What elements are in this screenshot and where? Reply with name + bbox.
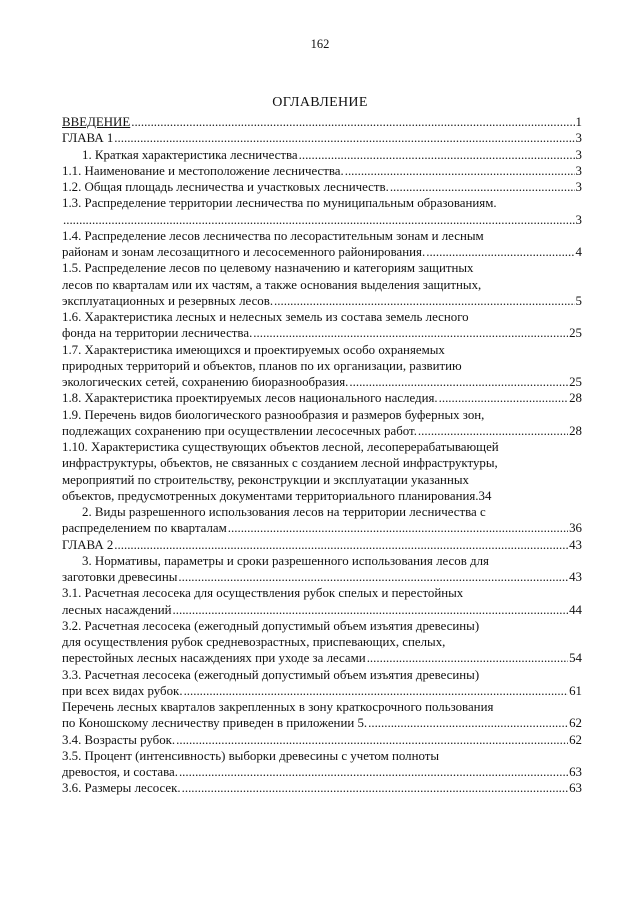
dot-leader — [274, 293, 575, 309]
toc-entry-cutting-quarters-list[interactable] — [62, 699, 582, 732]
toc-page-number: 28 — [569, 423, 582, 438]
toc-title: ОГЛАВЛЕНИЕ — [272, 95, 368, 110]
toc-entry-line: перестойных лесных насаждениях при уходе за лесами — [62, 651, 366, 666]
toc-page-number: 3 — [575, 180, 582, 194]
toc-entry-line: природных территорий и объектов, планов по их организации, развитию — [62, 358, 462, 373]
toc-page-number: 28 — [569, 391, 582, 406]
toc-entry-1-9[interactable] — [62, 407, 582, 440]
dot-leader — [299, 147, 575, 163]
toc-entry-last-line — [62, 423, 582, 439]
toc-entry-text: 3.4. Возрасты рубок. — [62, 732, 176, 747]
dot-leader — [349, 374, 568, 390]
dot-leader — [63, 212, 575, 228]
toc-entry-line: 1.5. Распределение лесов по целевому назначению и категориям защитных — [62, 261, 474, 276]
toc-entry-line: 1.3. Распределение территории лесничества по муниципальным образованиям. — [62, 196, 497, 211]
dot-leader — [418, 423, 568, 439]
toc-entry-text: 1. Краткая характеристика лесничества — [82, 147, 298, 162]
toc-entry-1-2[interactable] — [62, 179, 582, 195]
toc-entry-line: 3.2. Расчетная лесосека (ежегодный допустимый объем изъятия древесины) — [62, 618, 480, 633]
toc-entry-text: ГЛАВА 2 — [62, 537, 114, 552]
toc-entry-chapter-2[interactable] — [62, 537, 582, 553]
toc-entry-line: экологических сетей, сохранению биоразнообразия. — [62, 375, 349, 389]
dot-leader — [426, 244, 574, 260]
toc-page-number: 61 — [569, 683, 582, 698]
toc-entry-text: 1.1. Наименование и местоположение лесничества. — [62, 163, 344, 178]
toc-entry-line: при всех видах рубок. — [62, 683, 183, 698]
toc-page-number: 4 — [575, 245, 582, 259]
toc-page-number: 34 — [478, 488, 492, 503]
toc-page-number: 25 — [569, 326, 582, 341]
dot-leader — [367, 650, 568, 666]
toc-entry-1-7[interactable] — [62, 342, 582, 391]
dot-leader — [228, 520, 568, 536]
toc-entry-line: Перечень лесных кварталов закрепленных в зону краткосрочного пользования — [62, 700, 494, 714]
toc-page-number: 63 — [569, 781, 582, 796]
toc-entry-text: 1.8. Характеристика проектируемых лесов национального наследия. — [62, 391, 438, 406]
toc-entry-chapter-1[interactable] — [62, 130, 582, 146]
dot-leader — [390, 179, 575, 195]
toc-entry-line: районам и зонам лесозащитного и лесосеменного районирования. — [62, 245, 426, 259]
toc-page-number: 54 — [569, 651, 582, 666]
toc-entry-line: заготовки древесины — [62, 570, 178, 584]
toc-page-number: 3 — [575, 163, 582, 178]
toc-entry-text: 1.2. Общая площадь лесничества и участковых лесничеств. — [62, 180, 389, 194]
toc-page-number: 36 — [569, 521, 582, 536]
toc-entry-text: ВВЕДЕНИЕ — [62, 115, 131, 129]
table-of-contents — [62, 114, 582, 797]
dot-leader — [439, 390, 568, 406]
toc-entry-1-3[interactable] — [62, 195, 582, 228]
toc-entry-1[interactable] — [62, 147, 582, 163]
toc-entry-last-line — [62, 602, 582, 618]
toc-entry-3[interactable] — [62, 553, 582, 586]
dot-leader — [114, 537, 568, 553]
page-number: 162 — [310, 37, 330, 51]
dot-leader — [176, 732, 568, 748]
toc-entry-introduction[interactable] — [62, 114, 582, 130]
toc-entry-3-3[interactable] — [62, 667, 582, 700]
toc-entry-line: подлежащих сохранению при осуществлении лесосечных работ. — [62, 423, 417, 438]
toc-entry-last-line — [62, 374, 582, 390]
toc-entry-line: лесных насаждений — [62, 602, 172, 617]
dot-leader — [179, 764, 568, 780]
toc-page-number: 43 — [569, 537, 582, 552]
toc-entry-last-line — [62, 325, 582, 341]
toc-entry-line: древостоя, и состава. — [62, 765, 178, 779]
toc-entry-line: 3.1. Расчетная лесосека для осуществления рубок спелых и перестойных — [62, 586, 464, 601]
toc-entry-3-1[interactable] — [62, 585, 582, 618]
dot-leader — [368, 715, 568, 731]
toc-entry-3-4[interactable] — [62, 732, 582, 748]
toc-entry-line: 1.7. Характеристика имеющихся и проектируемых особо охраняемых — [62, 342, 445, 357]
toc-entry-last-line — [62, 650, 582, 666]
toc-entry-line: мероприятий по строительству, реконструкции и эксплуатации указанных — [62, 472, 469, 487]
toc-entry-1-10[interactable] — [62, 439, 582, 504]
toc-entry-last-line — [62, 683, 582, 699]
toc-entry-line: фонда на территории лесничества. — [62, 326, 253, 341]
toc-page-number: 1 — [575, 115, 582, 129]
toc-entry-line: инфраструктуры, объектов, не связанных с созданием лесной инфраструктуры, — [62, 456, 498, 471]
toc-entry-line: 1.4. Распределение лесов лесничества по лесорастительным зонам и лесным — [62, 228, 484, 243]
toc-page-number: 43 — [569, 570, 582, 584]
toc-entry-line: по Коношскому лесничеству приведен в приложении 5. — [62, 716, 368, 731]
toc-page-number: 62 — [569, 732, 582, 747]
toc-entry-line: распределением по кварталам — [62, 521, 227, 536]
toc-entry-line: 1.10. Характеристика существующих объектов лесной, лесоперерабатывающей — [62, 440, 499, 454]
toc-entry-last-line — [62, 293, 582, 309]
toc-page-number: 3 — [575, 147, 582, 162]
toc-entry-2[interactable] — [62, 504, 582, 537]
dot-leader — [178, 569, 568, 585]
toc-page-number: 62 — [569, 716, 582, 731]
toc-page-number: 63 — [569, 765, 582, 779]
dot-leader — [253, 325, 568, 341]
toc-entry-last-line — [62, 764, 582, 780]
toc-page-number: 25 — [569, 375, 582, 389]
toc-page-number: 44 — [569, 602, 582, 617]
toc-entry-line: для осуществления рубок средневозрастных, приспевающих, спелых, — [62, 635, 446, 649]
toc-entry-text: 3.6. Размеры лесосек. — [62, 781, 181, 796]
toc-entry-3-2[interactable] — [62, 618, 582, 667]
toc-entry-line: 1.9. Перечень видов биологического разнообразия и размеров буферных зон, — [62, 407, 485, 422]
toc-entry-last-line — [62, 715, 582, 731]
toc-entry-text: ГЛАВА 1 — [62, 131, 114, 146]
toc-entry-last-line — [62, 569, 582, 585]
toc-entry-line: 3.5. Процент (интенсивность) выборки древесины с учетом полноты — [62, 748, 440, 763]
toc-entry-1-1[interactable] — [62, 163, 582, 179]
toc-entry-1-6[interactable] — [62, 309, 582, 342]
toc-entry-line: эксплуатационных и резервных лесов. — [62, 293, 274, 308]
toc-entry-line: лесов по кварталам или их частям, а также основания выделения защитных, — [62, 277, 482, 292]
toc-entry-line: объектов, предусмотренных документами территориального планирования. — [62, 488, 479, 503]
toc-entry-1-8[interactable] — [62, 390, 582, 406]
toc-entry-line: 3.3. Расчетная лесосека (ежегодный допустимый объем изъятия древесины) — [62, 667, 480, 682]
dot-leader — [173, 602, 569, 618]
toc-page-number: 3 — [575, 131, 582, 146]
dot-leader — [182, 780, 568, 796]
toc-entry-line: 2. Виды разрешенного использования лесов на территории лесничества с — [82, 505, 486, 519]
toc-entry-line: 1.6. Характеристика лесных и нелесных земель из состава земель лесного — [62, 310, 469, 324]
dot-leader — [184, 683, 569, 699]
toc-entry-last-line — [62, 488, 582, 504]
toc-entry-3-6[interactable] — [62, 780, 582, 796]
toc-entry-last-line — [62, 212, 582, 228]
toc-entry-line: 3. Нормативы, параметры и сроки разрешенного использования лесов для — [82, 553, 489, 568]
dot-leader — [345, 163, 575, 179]
toc-entry-last-line — [62, 520, 582, 536]
toc-page-number: 3 — [575, 212, 582, 227]
dot-leader — [131, 114, 574, 130]
dot-leader — [114, 130, 574, 146]
toc-entry-1-4[interactable] — [62, 228, 582, 261]
toc-entry-3-5[interactable] — [62, 748, 582, 781]
toc-page-number: 5 — [575, 293, 582, 308]
toc-entry-last-line — [62, 244, 582, 260]
toc-entry-1-5[interactable] — [62, 260, 582, 309]
